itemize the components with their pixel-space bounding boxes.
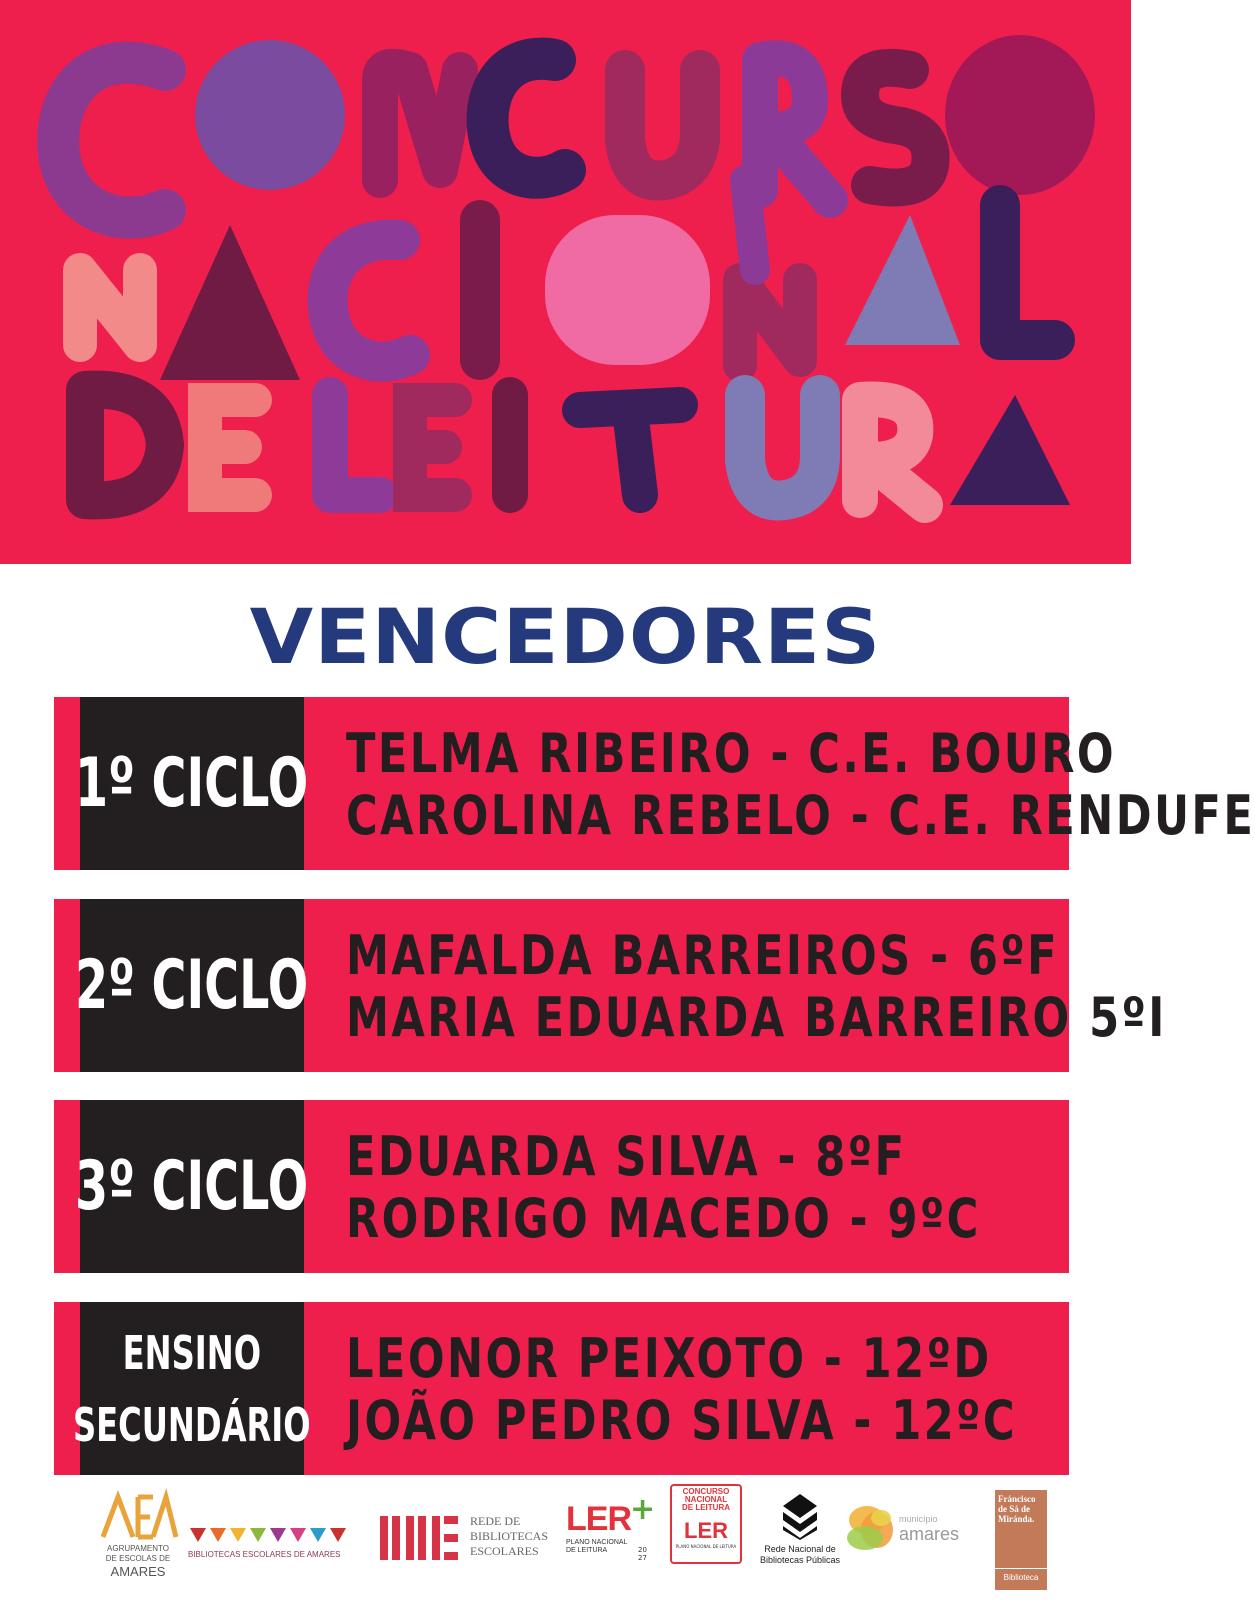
- rnbp-line2: Bibliotecas Públicas: [759, 1555, 841, 1565]
- fsm-line3: Miránda.: [998, 1514, 1035, 1524]
- category-label: [73, 1302, 311, 1475]
- fsm-line1: Fráncisco: [998, 1494, 1036, 1504]
- aea-line1: AGRUPAMENTO: [107, 1544, 169, 1553]
- category-row-2: [54, 899, 1167, 1072]
- rnbp-logo: [755, 1492, 845, 1592]
- aea-line2: DE ESCOLAS DE: [105, 1554, 171, 1563]
- bea-text: BIBLIOTECAS ESCOLARES DE AMARES: [188, 1550, 341, 1559]
- pnl-line2: DE LEITURA: [566, 1547, 608, 1554]
- bea-books-icon: [188, 1526, 360, 1546]
- cnl-logo: [670, 1484, 742, 1564]
- category-label-text: 3º CICLO: [75, 1147, 309, 1226]
- category-label: [75, 697, 309, 870]
- cnl-brand: LER: [684, 1518, 728, 1543]
- page-title: VENCEDORES: [249, 592, 882, 681]
- rbe-line1: REDE DE: [470, 1514, 521, 1528]
- aea-logo: [98, 1492, 178, 1592]
- amares-small: município: [899, 1514, 938, 1524]
- rbe-logo: [380, 1512, 558, 1568]
- rbe-mark-icon: [380, 1516, 462, 1560]
- winner-name: EDUARDA SILVA - 8ºF: [346, 1125, 907, 1188]
- category-label-text: 1º CICLO: [75, 744, 309, 823]
- fsm-line2: de Sá de: [998, 1504, 1031, 1514]
- winner-names: [346, 1328, 1059, 1455]
- pnl-year: 2027: [638, 1546, 647, 1562]
- sponsor-logos: [0, 1482, 1131, 1600]
- category-label-text: 2º CICLO: [75, 946, 309, 1025]
- bea-logo: [188, 1526, 360, 1566]
- winner-names: [346, 722, 1255, 850]
- cnl-line4: PLANO NACIONAL DE LEITURA: [675, 1544, 737, 1549]
- amares-logo: [845, 1500, 975, 1560]
- category-label: [75, 899, 309, 1072]
- amares-brand: amares: [899, 1524, 960, 1544]
- rbe-line2: BIBLIOTECAS: [470, 1529, 548, 1543]
- winner-names: [346, 1126, 1059, 1253]
- winner-name: MARIA EDUARDA BARREIRO 5ºI: [346, 986, 1167, 1049]
- category-label-text: SECUNDÁRIO: [73, 1397, 311, 1452]
- header-lettering-graphic: [0, 0, 1131, 564]
- rbe-line3: ESCOLARES: [470, 1544, 539, 1558]
- winner-name: CAROLINA REBELO - C.E. RENDUFE: [346, 784, 1255, 847]
- cnl-line1: CONCURSO: [682, 1487, 730, 1496]
- category-label-text: ENSINO: [122, 1325, 262, 1380]
- pnl-brand: LER: [566, 1500, 631, 1538]
- aea-mark-icon: [98, 1492, 178, 1540]
- fsm-library-logo: [995, 1490, 1047, 1590]
- header-banner: [0, 0, 1131, 564]
- rnbp-line1: Rede Nacional de: [764, 1544, 836, 1554]
- fsm-line4: Biblioteca: [995, 1568, 1047, 1582]
- category-row-1: [54, 697, 1255, 870]
- category-row-3: [54, 1100, 1069, 1273]
- amares-leaf-icon: [845, 1500, 897, 1556]
- aea-line3: AMARES: [110, 1564, 166, 1579]
- winner-name: MAFALDA BARREIROS - 6ºF: [346, 924, 1059, 987]
- pnl-line1: PLANO NACIONAL: [566, 1539, 628, 1546]
- cnl-line3: DE LEITURA: [682, 1503, 730, 1512]
- winner-name: JOÃO PEDRO SILVA - 12ºC: [346, 1389, 1017, 1452]
- winner-names: [346, 924, 1167, 1052]
- plus-icon: +: [630, 1492, 656, 1527]
- winner-name: RODRIGO MACEDO - 9ºC: [346, 1187, 981, 1250]
- pnl-logo: [566, 1492, 658, 1576]
- winner-name: LEONOR PEIXOTO - 12ºD: [346, 1327, 992, 1390]
- winner-name: TELMA RIBEIRO - C.E. BOURO: [346, 722, 1117, 785]
- cnl-line2: NACIONAL: [684, 1495, 728, 1504]
- book-stack-icon: [777, 1492, 823, 1540]
- category-row-4: [54, 1302, 1069, 1475]
- category-label: [75, 1100, 309, 1273]
